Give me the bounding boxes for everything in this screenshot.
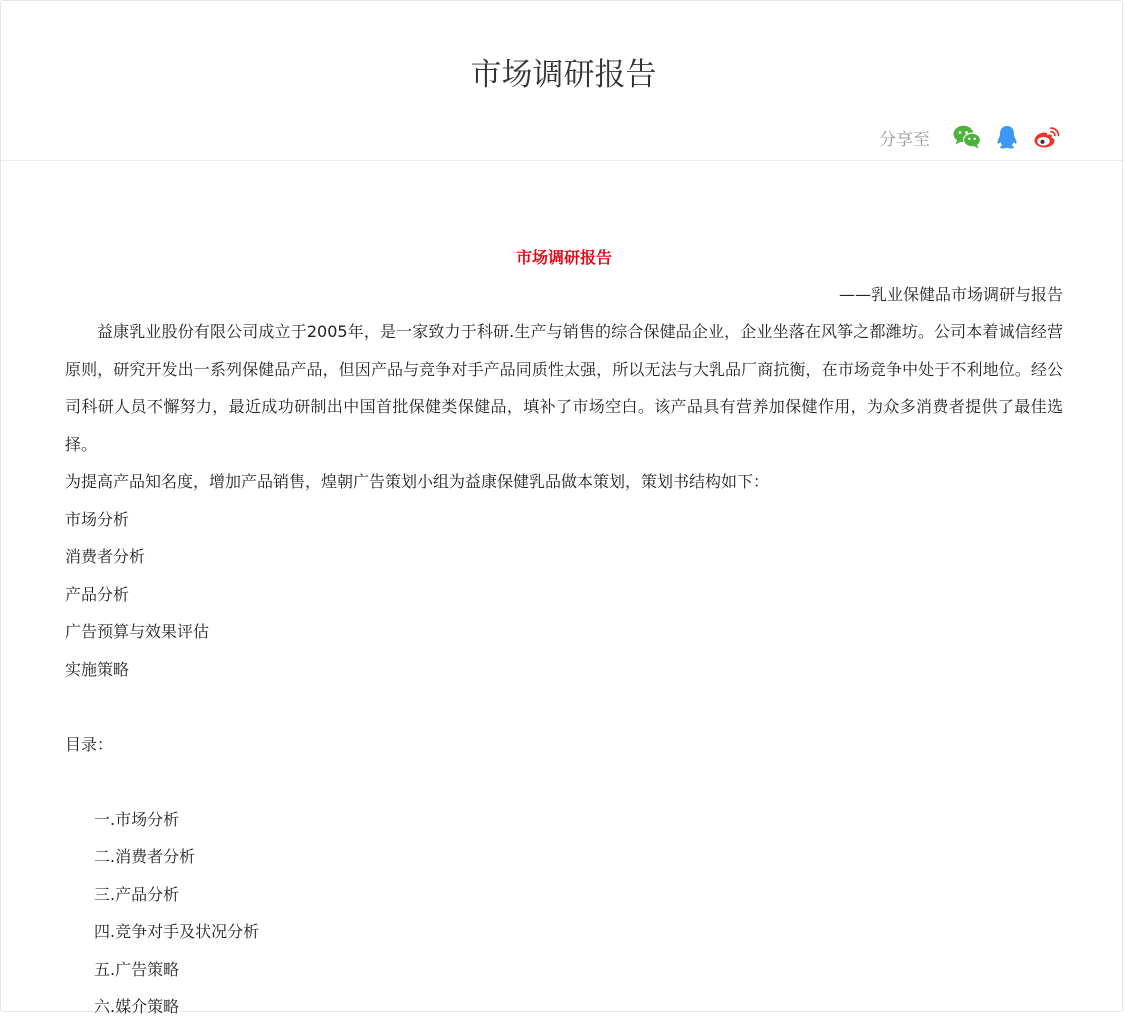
plan-intro: 为提高产品知名度，增加产品销售，煌朝广告策划小组为益康保健乳品做本策划，策划书结构如下： xyxy=(65,472,770,491)
spacer xyxy=(65,763,1063,801)
toc-item: 一.市场分析 xyxy=(94,809,180,829)
page-title: 市场调研报告 xyxy=(470,57,657,93)
structure-item: 实施策略 xyxy=(65,659,130,679)
toc-item: 六.媒介策略 xyxy=(94,997,180,1016)
structure-item: 广告预算与效果评估 xyxy=(65,622,210,641)
article-body xyxy=(65,239,1063,1026)
share-bar xyxy=(879,123,1062,151)
structure-item: 市场分析 xyxy=(65,509,130,529)
intro-paragraph: 益康乳业股份有限公司成立于2005年，是一家致力于科研.生产与销售的综合保健品企业，企业坐落在风筝之都潍坊。公司本着诚信经营原则，研究开发出一系列保健品产品，但因产品与竞争对手产品同质性太强，所以无法与大乳品厂商抗衡，在市场竞争中处于不利地位。经公司科研人员不懈努力，最近成功研制出中国首批保健类保健品，填补了市场空白。该产品具有营养加保健作用，为众多消费者提供了最佳选择。 xyxy=(65,322,1063,454)
article-subtitle: ——乳业保健品市场调研与报告 xyxy=(838,285,1063,304)
toc-item: 三.产品分析 xyxy=(94,884,180,904)
structure-item: 产品分析 xyxy=(65,584,130,604)
toc-label: 目录： xyxy=(65,734,114,754)
toc-item: 二.消费者分析 xyxy=(94,847,196,866)
spacer xyxy=(65,688,1063,726)
weibo-icon[interactable] xyxy=(1032,124,1062,150)
article-heading: 市场调研报告 xyxy=(515,248,612,267)
wechat-icon[interactable] xyxy=(952,124,982,150)
qq-icon[interactable] xyxy=(992,124,1022,150)
structure-item: 消费者分析 xyxy=(65,547,146,566)
toc-item: 四.竞争对手及状况分析 xyxy=(94,922,260,941)
toc-item: 五.广告策略 xyxy=(94,959,180,979)
article-header xyxy=(1,1,1124,161)
share-label: 分享至 xyxy=(879,129,930,150)
